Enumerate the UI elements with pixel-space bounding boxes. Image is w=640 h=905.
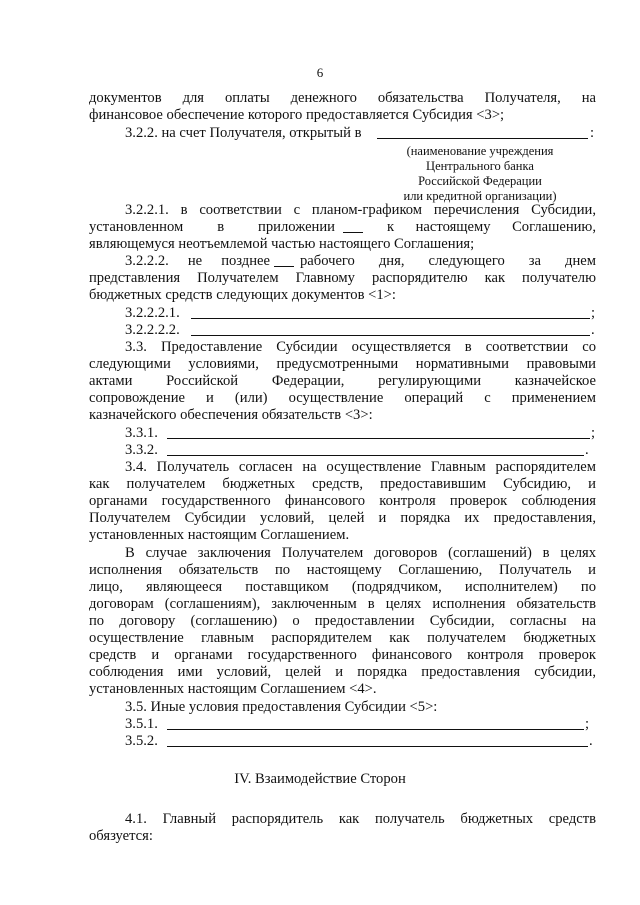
appendix-blank — [343, 232, 363, 233]
text-line: являющемуся неотъемлемой частью настоящего Соглашения; — [89, 236, 475, 252]
item-label: 3.3.2. — [125, 442, 158, 458]
text-punct: : — [590, 125, 595, 141]
item-blank — [167, 729, 584, 730]
text-line: как получателем бюджетных средств, предоставившим Субсидию, и — [89, 476, 596, 492]
text-line: соблюдения ими условий, целей и порядка предоставления субсидии, — [89, 664, 596, 680]
text-line: к настоящему Соглашению, — [387, 219, 596, 235]
text-line: 3.4. Получатель согласен на осуществление Главным распорядителем — [125, 459, 596, 475]
text-line: 3.2.2.2. не позднее — [125, 253, 270, 269]
text-line: осуществление главным распорядителем как получателем бюджетных — [89, 630, 596, 646]
text-line: документов для оплаты денежного обязательства Получателя, на — [89, 90, 596, 106]
text-line: финансовое обеспечение которого предоставляется Субсидия <3>; — [89, 107, 505, 123]
text-punct: ; — [591, 305, 596, 321]
text-line: установленных настоящим Соглашением <4>. — [89, 681, 377, 697]
text-line: договорам (соглашениям), заключенным в целях исполнения обязательств — [89, 596, 596, 612]
days-blank — [274, 266, 294, 267]
text-line: Получателем Субсидии условий, целей и порядка их предоставления, — [89, 510, 596, 526]
item-label: 3.2.2.2.1. — [125, 305, 180, 321]
text-punct: ; — [585, 716, 590, 732]
bank-name-blank — [377, 138, 588, 139]
item-blank — [191, 335, 590, 336]
text-line: 3.2.2. на счет Получателя, открытый в — [125, 125, 362, 141]
text-line: рабочего дня, следующего за днем — [300, 253, 596, 269]
section-heading: IV. Взаимодействие Сторон — [234, 771, 406, 787]
bank-note-line: Российской Федерации — [418, 174, 542, 188]
text-line: установленных настоящим Соглашением. — [89, 527, 350, 543]
item-label: 3.5.2. — [125, 733, 158, 749]
bank-note-line: Центрального банка — [426, 159, 534, 173]
text-line: В случае заключения Получателем договоров (соглашений) в целях — [125, 545, 596, 561]
item-blank — [191, 318, 590, 319]
item-label: 3.2.2.2.2. — [125, 322, 180, 338]
text-line: лицо, являющееся поставщиком (подрядчиком, исполнителем) по — [89, 579, 596, 595]
text-line: органами государственного финансового контроля проверок соблюдения — [89, 493, 596, 509]
text-line: бюджетных средств следующих документов <1>: — [89, 287, 396, 303]
text-line: исполнения обязательств по настоящему Соглашению, Получатель и — [89, 562, 596, 578]
text-line: актами Российской Федерации, регулирующими казначейское — [89, 373, 596, 389]
text-punct: . — [585, 442, 589, 458]
page-number: 6 — [316, 65, 324, 80]
item-label: 3.3.1. — [125, 425, 158, 441]
text-line: по договору (соглашению) о предоставлении Субсидии, согласны на — [89, 613, 596, 629]
item-blank — [167, 455, 584, 456]
text-punct: . — [591, 322, 595, 338]
bank-note-line: (наименование учреждения — [406, 144, 554, 158]
text-punct: ; — [591, 425, 596, 441]
text-line: сопровождение и (или) осуществление операций с применением — [89, 390, 596, 406]
item-blank — [167, 438, 590, 439]
bank-note-line: или кредитной организации) — [403, 189, 557, 203]
item-label: 3.5.1. — [125, 716, 158, 732]
text-line: 3.5. Иные условия предоставления Субсидии <5>: — [125, 699, 438, 715]
text-line: представления Получателем Главному распорядителю как получателю — [89, 270, 596, 286]
item-blank — [167, 746, 588, 747]
text-line: 3.2.2.1. в соответствии с планом-графиком перечисления Субсидии, — [125, 202, 596, 218]
text-line: 3.3. Предоставление Субсидии осуществляется в соответствии со — [125, 339, 596, 355]
text-punct: . — [589, 733, 593, 749]
text-line: 4.1. Главный распорядитель как получатель бюджетных средств — [125, 811, 596, 827]
text-line: обязуется: — [89, 828, 153, 844]
text-line: казначейского обеспечения обязательств <3>: — [89, 407, 373, 423]
text-line: следующими условиями, предусмотренными нормативными правовыми — [89, 356, 596, 372]
text-line: средств и органами государственного финансового контроля проверок — [89, 647, 596, 663]
text-line: установленном в приложении — [89, 219, 335, 235]
